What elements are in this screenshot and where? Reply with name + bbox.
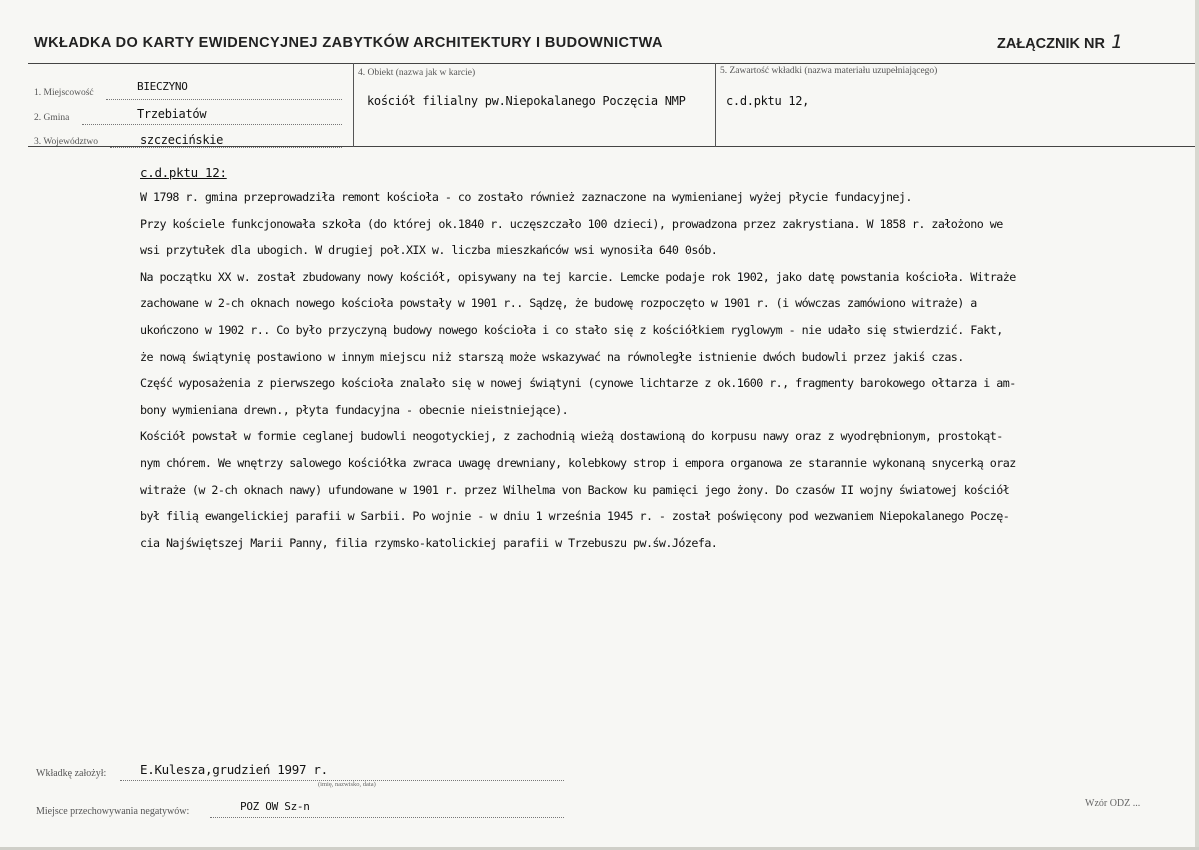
body-line: zachowane w 2-ch oknach nowego kościoła powstały w 1901 r.. Sądzę, że budowę rozpoczęto w 1901 r. (i wówczas zamówiono witraże) a — [140, 296, 977, 311]
storage-value: POZ OW Sz-n — [240, 800, 310, 813]
body-line: W 1798 r. gmina przeprowadziła remont kościoła - co zostało również zaznaczone na wymienianej wyżej płycie fundacyjnej. — [140, 190, 912, 204]
voivodeship-label: 3. Województwo — [34, 137, 98, 147]
locality-label: 1. Miejscowość — [34, 88, 94, 98]
body-line: Przy kościele funkcjonowała szkoła (do której ok.1840 r. uczęszczało 100 dzieci), prowadzona przez zakrystiana. W 1858 r. założono we — [140, 216, 1003, 231]
author-value: E.Kulesza,grudzień 1997 r. — [140, 762, 328, 777]
body-line: Kościół powstał w formie ceglanej budowli neogotyckiej, z zachodnią wieżą dostawioną do korpusu nawy oraz z wyodrębnionym, prostokąt- — [140, 429, 1003, 444]
annex-label-text: ZAŁĄCZNIK NR — [997, 36, 1105, 52]
body-line: ukończono w 1902 r.. Co było przyczyną budowy nowego kościoła i co stało się z kościółkiem ryglowym - nie udało się stwierdzić. Fakt, — [140, 322, 1003, 337]
commune-dots — [82, 124, 342, 125]
body-line: nym chórem. We wnętrzy salowego kościółka zwraca uwagę drewniany, kolebkowy strop i empora organowa ze starannie wykonaną snycerką oraz — [140, 455, 1016, 470]
body-line: Na początku XX w. został zbudowany nowy kościół, opisywany na tej karcie. Lemcke podaje rok 1902, jako datę powstania kościoła. Witraże — [140, 269, 1016, 284]
author-label: Wkładkę założył: — [36, 768, 107, 779]
storage-label: Miejsce przechowywania negatywów: — [36, 806, 190, 817]
voivodeship-dots — [110, 147, 342, 148]
body-line: bony wymieniana drewn., płyta fundacyjna - obecnie nieistniejące). — [140, 402, 569, 417]
content-label: 5. Zawartość wkładki (nazwa materiału uzupełniającego) — [720, 66, 938, 76]
section-heading: c.d.pktu 12: — [140, 165, 227, 180]
object-value: kościół filialny pw.Niepokalanego Poczęcia NMP — [367, 94, 686, 108]
form-top-rule — [28, 63, 1195, 64]
page-edge-right — [1195, 0, 1199, 850]
body-line: że nową świątynię postawiono w innym miejscu niż starszą może wskazywać na równoległe istnienie dwóch budowli przez jakiś czas. — [140, 349, 964, 364]
commune-label: 2. Gmina — [34, 113, 70, 123]
commune-value: Trzebiatów — [137, 107, 207, 121]
author-note: (imię, nazwisko, data) — [318, 781, 376, 788]
locality-value: BIECZYNO — [137, 80, 188, 93]
body-line: witraże (w 2-ch oknach nawy) ufundowane w 1901 r. przez Wilhelma von Backow ku pamięci jego żony. Do czasów II wojny światowej kościół — [140, 482, 1010, 497]
content-value: c.d.pktu 12, — [726, 94, 810, 108]
object-label: 4. Obiekt (nazwa jak w karcie) — [358, 68, 476, 78]
body-text — [140, 188, 1055, 560]
locality-dots — [106, 99, 342, 100]
form-code: Wzór ODZ ... — [1085, 798, 1141, 809]
body-line: Część wyposażenia z pierwszego kościoła znalało się w nowej świątyni (cynowe lichtarze z ok.1600 r., fragmenty barokowego ołtarza i am- — [140, 376, 1016, 391]
body-line: wsi przytułek dla ubogich. W drugiej poł.XIX w. liczba mieszkańców wsi wynosiła 640 0sób. — [140, 243, 718, 258]
body-line: był filią ewangelickiej parafii w Sarbii. Po wojnie - w dniu 1 września 1945 r. - został poświęcony pod wezwaniem Niepokalanego Poczę- — [140, 509, 1010, 524]
form-divider-1 — [353, 63, 354, 147]
annex-label — [997, 31, 1122, 53]
document-title: WKŁADKA DO KARTY EWIDENCYJNEJ ZABYTKÓW ARCHITEKTURY I BUDOWNICTWA — [34, 35, 663, 51]
form-divider-2 — [715, 63, 716, 147]
storage-dots — [210, 817, 564, 818]
body-line: cia Najświętszej Marii Panny, filia rzymsko-katolickiej parafii w Trzebuszu pw.św.Józefa. — [140, 535, 718, 550]
voivodeship-value: szczecińskie — [140, 133, 224, 147]
annex-number: 1 — [1110, 31, 1123, 53]
